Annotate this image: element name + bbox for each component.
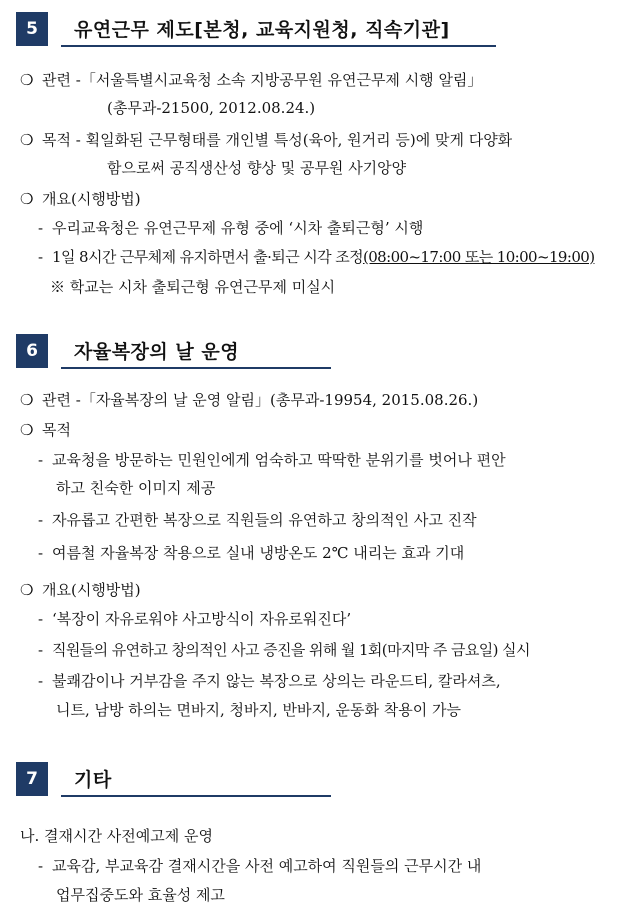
section-number: 5 (16, 12, 48, 46)
bullet-purpose: ❍ 목적 (20, 421, 71, 439)
time-range: (08:00~17:00 또는 10:00~19:00) (362, 248, 595, 266)
dash-item: - 불쾌감이나 거부감을 주지 않는 복장으로 상의는 라운드티, 칼라셔츠, (38, 672, 501, 690)
section-5-header (16, 12, 496, 46)
section-number: 7 (16, 762, 48, 796)
title-underline (61, 367, 331, 369)
section-number: 6 (16, 334, 48, 368)
circle-bullet-icon: ❍ (20, 581, 34, 599)
section-title: 기타 (74, 769, 112, 791)
dash-item: - 교육청을 방문하는 민원인에게 엄숙하고 딱딱한 분위기를 벗어나 편안 (38, 451, 506, 469)
dash-item: - 우리교육청은 유연근무제 유형 중에 ‘시차 출퇴근형’ 시행 (38, 219, 424, 237)
dash-item-cont: 니트, 남방 하의는 면바지, 청바지, 반바지, 운동화 착용이 가능 (56, 701, 461, 719)
subheading: 나. 결재시간 사전예고제 운영 (20, 827, 213, 845)
note: ※ 학교는 시차 출퇴근형 유연근무제 미실시 (50, 278, 336, 296)
section-title: 자율복장의 날 운영 (74, 341, 240, 363)
dash-item: - ‘복장이 자유로워야 사고방식이 자유로워진다’ (38, 610, 352, 628)
dash-item-cont: 업무집중도와 효율성 제고 (56, 886, 225, 904)
circle-bullet-icon: ❍ (20, 71, 34, 89)
section-7-header (16, 762, 336, 796)
dash-item: - 직원들의 유연하고 창의적인 사고 증진을 위해 월 1회(마지막 주 금요일) 실시 (38, 641, 530, 659)
circle-bullet-icon: ❍ (20, 421, 34, 439)
section-title: 유연근무 제도[본청, 교육지원청, 직속기관] (74, 19, 450, 41)
bullet-related-cont: (총무과-21500, 2012.08.24.) (107, 99, 316, 117)
dash-item: - 1일 8시간 근무체제 유지하면서 출·퇴근 시각 조정(08:00~17:00 또는 10:00~19:00) (38, 248, 595, 266)
bullet-purpose: ❍ 목적 - 획일화된 근무형태를 개인별 특성(육아, 원거리 등)에 맞게 다양화 (20, 131, 513, 149)
bullet-related: ❍ 관련 -「서울특별시교육청 소속 지방공무원 유연근무제 시행 알림」 (20, 71, 483, 89)
section-6-header (16, 334, 336, 368)
circle-bullet-icon: ❍ (20, 131, 34, 149)
circle-bullet-icon: ❍ (20, 391, 34, 409)
bullet-related: ❍ 관련 -「자율복장의 날 운영 알림」(총무과-19954, 2015.08.26.) (20, 391, 479, 409)
dash-item: - 여름철 자율복장 착용으로 실내 냉방온도 2℃ 내리는 효과 기대 (38, 544, 465, 562)
title-underline (61, 795, 331, 797)
dash-item-cont: 하고 친숙한 이미지 제공 (56, 479, 216, 497)
bullet-overview: ❍ 개요(시행방법) (20, 190, 141, 208)
circle-bullet-icon: ❍ (20, 190, 34, 208)
dash-item: - 교육감, 부교육감 결재시간을 사전 예고하여 직원들의 근무시간 내 (38, 857, 482, 875)
bullet-overview: ❍ 개요(시행방법) (20, 581, 141, 599)
bullet-purpose-cont: 함으로써 공직생산성 향상 및 공무원 사기앙양 (107, 159, 407, 177)
title-underline (61, 45, 496, 47)
dash-item: - 자유롭고 간편한 복장으로 직원들의 유연하고 창의적인 사고 진작 (38, 511, 477, 529)
